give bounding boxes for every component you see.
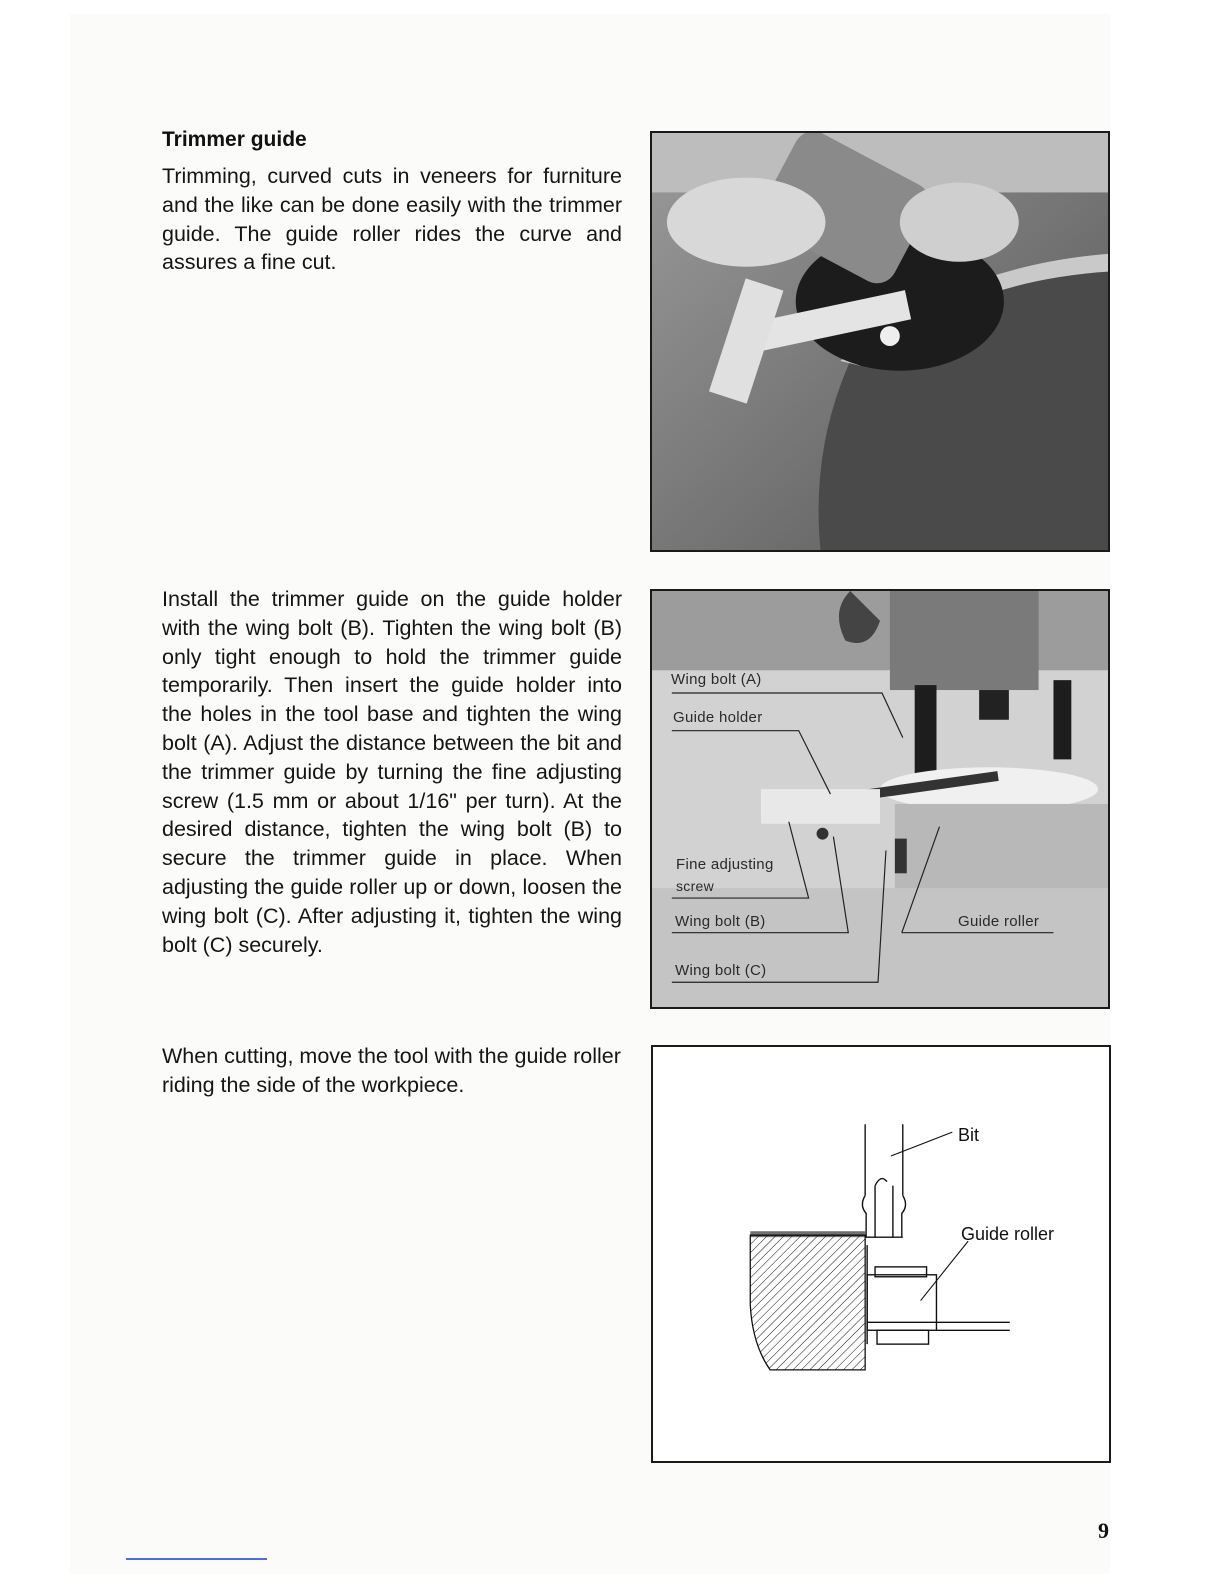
roller-assembly: [867, 1245, 1010, 1344]
label-fine-adjusting: Fine adjusting: [676, 856, 774, 873]
photo-trimmer-parts: [650, 589, 1110, 1009]
intro-paragraph: Trimming, curved cuts in veneers for furniture and the like can be done easily with the trimmer guide. The guide roller rides the curve and assures a fine cut.: [162, 164, 622, 275]
cutting-paragraph: When cutting, move the tool with the guide roller riding the side of the workpiece.: [162, 1044, 621, 1097]
label-bit: Bit: [958, 1125, 980, 1145]
page-number: 9: [1098, 1518, 1109, 1543]
label-fine-adjusting-screw: screw: [676, 878, 715, 894]
parts-illustration: [652, 591, 1108, 1007]
photo-trimming-curve: [650, 131, 1110, 552]
footer-rule: [126, 1558, 267, 1560]
workpiece-section: [750, 1235, 865, 1370]
cross-section-svg: [653, 1047, 1109, 1461]
label-wing-bolt-b: Wing bolt (B): [675, 913, 766, 930]
label-wing-bolt-c: Wing bolt (C): [675, 962, 767, 979]
label-wing-bolt-a: Wing bolt (A): [671, 671, 762, 688]
label-guide-roller-diagram: Guide roller: [961, 1224, 1055, 1244]
install-paragraph: Install the trimmer guide on the guide holder with the wing bolt (B). Tighten the wing bolt (B) only tight enough to hold the trimmer guide temporarily. Then insert the guide holder into the holes in the tool base and tighten the wing bolt (A). Adjust the distance between the bit and the trimmer guide by turning the fine adjusting screw (1.5 mm or about 1/16" per turn). At the desired distance, tighten the wing bolt (B) to secure the trimmer guide in place. When adjusting the guide roller up or down, loosen the wing bolt (C). After adjusting it, tighten the wing bolt (C) securely.: [162, 587, 622, 957]
cross-section-diagram: [651, 1045, 1111, 1463]
section-heading: Trimmer guide: [162, 128, 307, 151]
bit-shape: [862, 1124, 905, 1237]
label-guide-holder: Guide holder: [673, 709, 763, 726]
photo-illustration: [652, 133, 1108, 550]
label-guide-roller-photo: Guide roller: [958, 913, 1040, 930]
